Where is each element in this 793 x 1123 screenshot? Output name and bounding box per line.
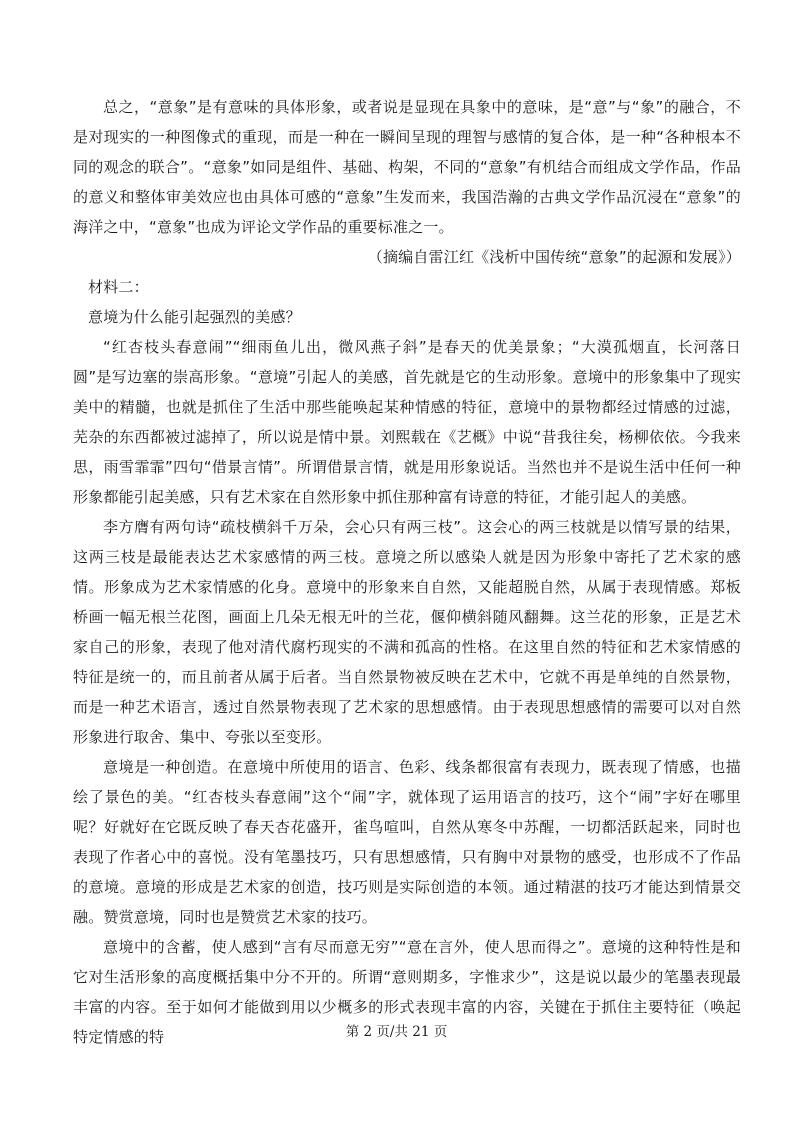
paragraph-vivid-image: “红杏枝头春意闹”“细雨鱼儿出，微风燕子斜”是春天的优美景象；“大漠孤烟直，长河落日圆”是写边塞的崇高形象。“意境”引起人的美感，首先就是它的生动形象。意境中的形象集中了现实美中的精髓，也就是抓住了生活中那些能唤起某种情感的特征，意境中的景物都经过情感的过滤，芜杂的东西都被过滤掉了，所以说是情中景。刘熙载在《艺概》中说“昔我往矣，杨柳依依。今我来思，雨雪霏霏”四句“借景言情”。所谓借景言情，就是用形象说话。当然也并不是说生活中任何一种形象都能引起美感，只有艺术家在自然形象中抓住那种富有诗意的特征，才能引起人的美感。 <box>73 338 741 506</box>
section-label: 材料二： <box>88 278 149 296</box>
page-number-footer: 第 2 页/共 21 页 <box>345 1024 448 1040</box>
paragraph-implicitness: 意境中的含蓄，使人感到“言有尽而意无穷”“意在言外，使人思而得之”。意境的这种特性是和它对生活形象的高度概括集中分不开的。所谓“意则期多，字惟求少”，这是说以最少的笔墨表现最丰富的内容。至于如何才能做到用以少概多的形式表现丰富的内容，关键在于抓住主要特征（唤起特定情感的特 <box>73 938 741 1046</box>
paragraph-summary: 总之，“意象”是有意味的具体形象，或者说是显现在具象中的意味，是“意”与“象”的融合，不是对现实的一种图像式的重现，而是一种在一瞬间呈现的理智与感情的复合体，是一种“各种根本不同的观念的联合”。“意象”如同是组件、基础、构架，不同的“意象”有机结合而组成文学作品，作品的意义和整体审美效应也由具体可感的“意象”生发而来，我国浩瀚的古典文学作品沉浸在“意象”的海洋之中，“意象”也成为评论文学作品的重要标准之一。 <box>73 98 741 236</box>
paragraph-creation: 意境是一种创造。在意境中所使用的语言、色彩、线条都很富有表现力，既表现了情感，也描绘了景色的美。“红杏枝头春意闹”这个“闹”字，就体现了运用语言的技巧，这个“闹”字好在哪里呢？好就好在它既反映了春天杏花盛开，雀鸟喧叫，自然从寒冬中苏醒，一切都活跃起来，同时也表现了作者心中的喜悦。没有笔墨技巧，只有思想感情，只有胸中对景物的感受，也形成不了作品的意境。意境的形成是艺术家的创造，技巧则是实际创造的本领。通过精湛的技巧才能达到情景交融。赞赏意境，同时也是赞赏艺术家的技巧。 <box>73 758 741 926</box>
paragraph-artist-emotion: 李方膺有两句诗“疏枝横斜千万朵，会心只有两三枝”。这会心的两三枝就是以情写景的结果，这两三枝是最能表达艺术家感情的两三枝。意境之所以感染人就是因为形象中寄托了艺术家的感情。形象成为艺术家情感的化身。意境中的形象来自自然，又能超脱自然，从属于表现情感。郑板桥画一幅无根兰花图，画面上几朵无根无叶的兰花，偃仰横斜随风翻舞。这兰花的形象，正是艺术家自己的形象，表现了他对清代腐朽现实的不满和孤高的性格。在这里自然的特征和艺术家情感的特征是统一的，而且前者从属于后者。当自然景物被反映在艺术中，它就不再是单纯的自然景物，而是一种艺术语言，透过自然景物表现了艺术家的思想感情。由于表现思想感情的需要可以对自然形象进行取舍、集中、夸张以至变形。 <box>73 518 741 746</box>
source-citation: （摘编自雷江红《浅析中国传统“意象”的起源和发展》） <box>367 248 741 266</box>
section-question: 意境为什么能引起强烈的美感？ <box>88 308 301 326</box>
document-body <box>73 92 741 1052</box>
